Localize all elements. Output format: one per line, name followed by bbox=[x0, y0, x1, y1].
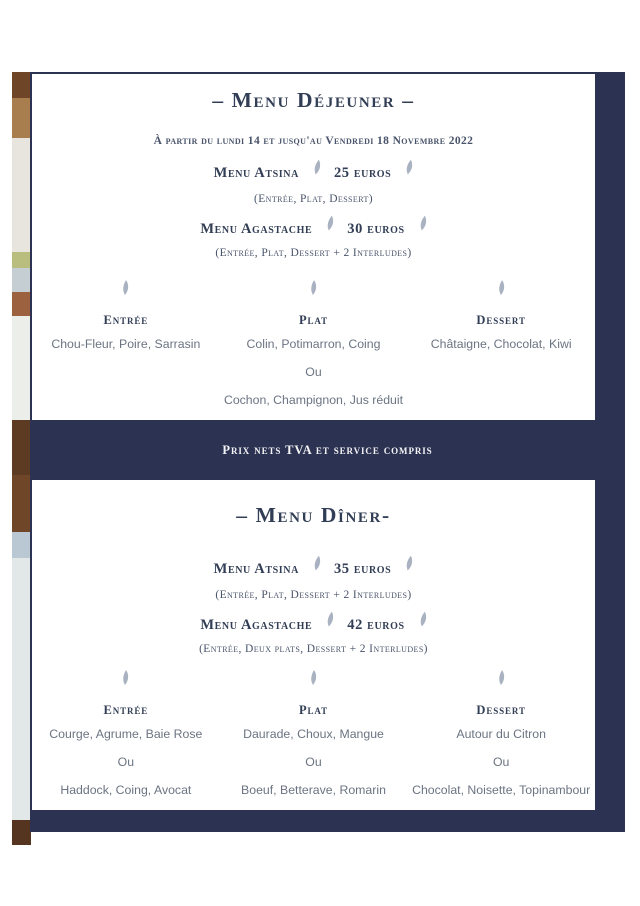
offer-name: Menu Agastache bbox=[200, 616, 313, 633]
course-header: Dessert bbox=[476, 313, 526, 327]
course-item: Boeuf, Betterave, Romarin bbox=[241, 783, 386, 797]
lunch-title: – Menu Déjeuner – bbox=[212, 88, 415, 112]
photo-segment bbox=[12, 292, 31, 316]
course-header: Entrée bbox=[103, 703, 149, 717]
course-item: Chocolat, Noisette, Topinambour bbox=[412, 783, 591, 797]
offer-price: 42 euros bbox=[347, 616, 405, 633]
photo-segment bbox=[12, 532, 31, 558]
feather-icon bbox=[220, 669, 408, 691]
photo-strip bbox=[12, 72, 31, 845]
course-item: Cochon, Champignon, Jus réduit bbox=[223, 393, 404, 407]
course-or: Ou bbox=[305, 365, 322, 379]
divider-band bbox=[30, 420, 625, 480]
photo-segment bbox=[12, 268, 31, 292]
photo-segment bbox=[12, 316, 31, 420]
feather-icon bbox=[311, 555, 323, 577]
course-item: Haddock, Coing, Avocat bbox=[60, 783, 192, 797]
menu-panel bbox=[30, 72, 625, 832]
photo-segment bbox=[12, 475, 31, 532]
feather-icon bbox=[403, 159, 415, 181]
lunch-column-plat bbox=[220, 279, 408, 407]
course-item: Colin, Potimarron, Coing bbox=[246, 337, 381, 351]
feather-icon bbox=[407, 669, 595, 691]
dinner-column-dessert bbox=[407, 669, 595, 797]
photo-segment bbox=[12, 98, 31, 138]
lunch-offer-atsina bbox=[32, 162, 595, 183]
course-item: Autour du Citron bbox=[456, 727, 546, 741]
course-or: Ou bbox=[117, 755, 135, 769]
dinner-offer-agastache bbox=[32, 614, 595, 635]
feather-icon bbox=[417, 215, 429, 237]
course-item: Courge, Agrume, Baie Rose bbox=[49, 727, 203, 741]
photo-segment bbox=[12, 252, 31, 268]
feather-icon bbox=[32, 669, 220, 691]
lunch-column-entree bbox=[32, 279, 220, 407]
lunch-courses bbox=[32, 279, 595, 407]
lunch-date-range: À partir du lundi 14 et jusqu'au Vendredi 18 Novembre 2022 bbox=[153, 135, 474, 147]
offer-name: Menu Agastache bbox=[200, 220, 313, 237]
offer-name: Menu Atsina bbox=[213, 560, 299, 577]
lunch-column-dessert bbox=[407, 279, 595, 407]
feather-icon bbox=[417, 611, 429, 633]
offer-price: 30 euros bbox=[347, 220, 405, 237]
feather-icon bbox=[324, 611, 336, 633]
tax-service-note: Prix nets TVA et service compris bbox=[222, 442, 433, 457]
feather-icon bbox=[324, 215, 336, 237]
feather-icon bbox=[407, 279, 595, 301]
offer-price: 25 euros bbox=[333, 164, 392, 181]
course-header: Entrée bbox=[103, 313, 149, 327]
photo-segment bbox=[12, 72, 31, 98]
offer-detail: (Entrée, Deux plats, Dessert + 2 Interludes) bbox=[199, 643, 428, 655]
photo-segment bbox=[12, 558, 31, 820]
offer-price: 35 euros bbox=[333, 560, 392, 577]
feather-icon bbox=[403, 555, 415, 577]
lunch-offer-agastache bbox=[32, 218, 595, 239]
course-header: Plat bbox=[298, 313, 329, 327]
course-item: Châtaigne, Chocolat, Kiwi bbox=[430, 337, 572, 351]
photo-segment bbox=[12, 138, 31, 252]
dinner-courses bbox=[32, 669, 595, 797]
feather-icon bbox=[220, 279, 408, 301]
course-item: Chou-Fleur, Poire, Sarrasin bbox=[51, 337, 201, 351]
course-header: Plat bbox=[298, 703, 329, 717]
photo-segment bbox=[12, 420, 31, 475]
offer-detail: (Entrée, Plat, Dessert + 2 Interludes) bbox=[215, 247, 412, 259]
course-header: Dessert bbox=[476, 703, 526, 717]
course-or: Ou bbox=[492, 755, 510, 769]
feather-icon bbox=[311, 159, 323, 181]
offer-name: Menu Atsina bbox=[213, 164, 299, 181]
offer-detail: (Entrée, Plat, Dessert) bbox=[254, 193, 373, 205]
dinner-title: – Menu Dîner- bbox=[236, 503, 391, 527]
course-or: Ou bbox=[305, 755, 322, 769]
offer-detail: (Entrée, Plat, Dessert + 2 Interludes) bbox=[215, 589, 412, 601]
lunch-menu-card bbox=[32, 74, 595, 420]
dinner-menu-card bbox=[32, 480, 595, 810]
dinner-offer-atsina bbox=[32, 558, 595, 579]
dinner-column-entree bbox=[32, 669, 220, 797]
course-item: Daurade, Choux, Mangue bbox=[243, 727, 384, 741]
feather-icon bbox=[32, 279, 220, 301]
photo-segment bbox=[12, 820, 31, 845]
dinner-column-plat bbox=[220, 669, 408, 797]
